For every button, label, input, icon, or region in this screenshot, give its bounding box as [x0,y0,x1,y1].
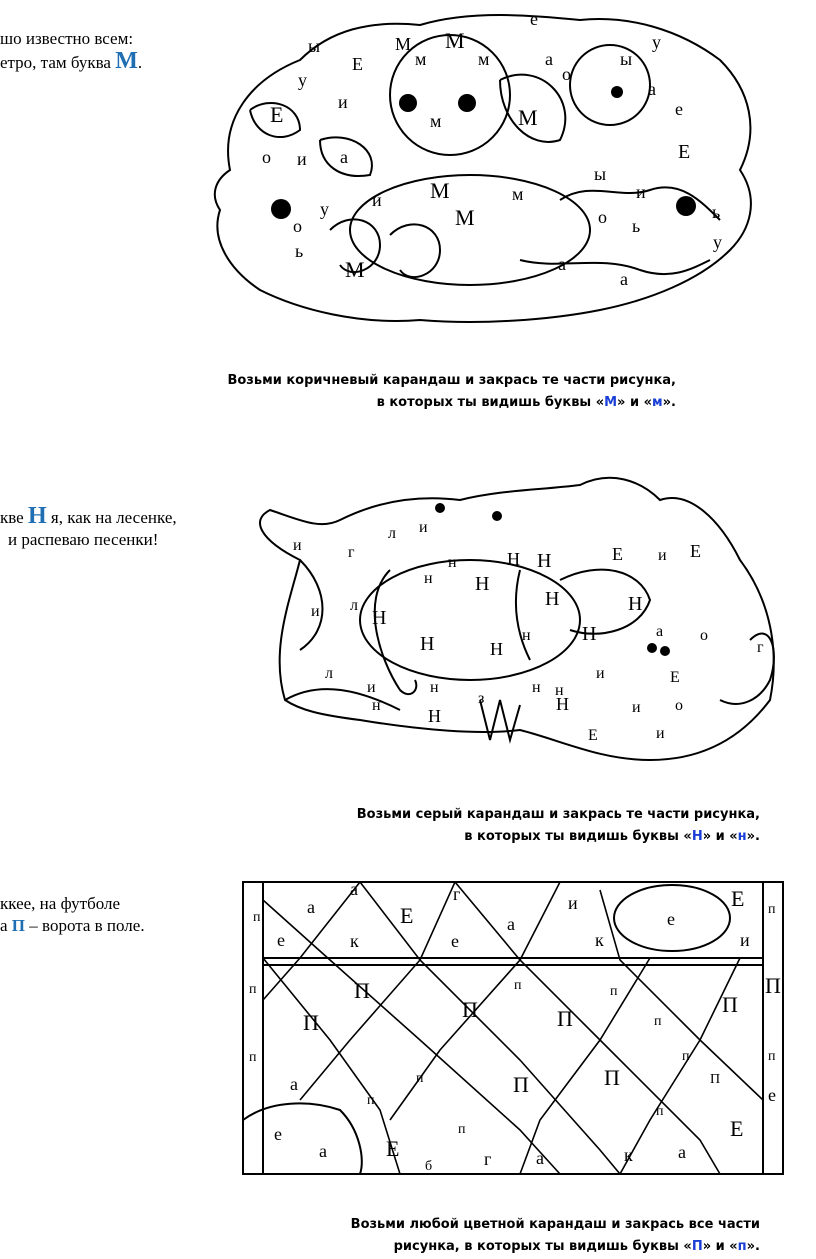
pic3-letter: п [610,984,618,999]
pic1-letter: М [445,28,465,53]
pic2-letter: Н [556,694,569,714]
pic3-letter: п [768,902,776,917]
pic3-lines-3 [360,882,620,1174]
pic2-letter: о [700,627,708,644]
pic1-letter: ы [594,164,607,184]
pic2-letter: Е [670,669,680,686]
pic1-letter: и [338,92,348,112]
pic1-letter: ы [620,49,633,69]
pic2-letter: л [350,597,358,614]
pic2-letter: л [325,665,333,682]
pic3-letter: а [678,1142,686,1162]
pic3-letter: П [513,1072,529,1097]
pic3-letter: п [253,910,261,925]
pic3-letter: п [654,1014,662,1029]
pic3-letters [249,879,781,1174]
pic2-letter: з [478,690,485,707]
pic3-lines-4 [300,882,455,1100]
pic2-letter: а [656,623,664,640]
pic3-letter: г [484,1149,492,1169]
pic2-letter: и [419,519,428,536]
poem-3-line-1: ккее, на футболе [0,894,121,913]
pic3-letter: и [568,893,578,913]
pic1-letter: ь [295,241,304,261]
pic1-letter: е [675,99,683,119]
pic3-letter: П [765,973,781,998]
pic3-letter: П [303,1010,319,1035]
pic3-letter: Е [731,886,745,911]
pic3-letter: п [656,1104,664,1119]
pic1-letter: М [395,34,412,54]
pic2-letter: о [675,697,683,714]
pic3-letter: к [350,931,359,951]
pic1-letter: а [340,147,348,167]
pic3-letter: б [425,1159,433,1174]
pic3-letter: п [682,1049,690,1064]
instruction-1-line-2: в которых ты видишь буквы «М» и «м». [376,395,676,410]
pic1-letter: и [372,190,382,210]
pic3-letter: П [604,1065,620,1090]
pic2-letter: н [448,554,457,571]
pic1-letter: и [297,149,307,169]
pic1-letter: М [455,205,475,230]
pic3-letter: г [453,884,461,904]
pic2-letter: н [424,570,433,587]
pic1-letter: а [558,254,566,274]
pic1-letter: М [345,257,365,282]
pic2-letter: Н [582,623,597,645]
pic2-letter: Н [545,588,560,610]
pic3-letter: П [557,1006,573,1031]
pic1-letter: м [478,49,490,69]
pic1-letter: м [415,49,427,69]
pic3-lines-8 [520,958,650,1174]
pic1-letter: Е [270,102,284,127]
pic2-letter: н [522,627,531,644]
pic2-letter: г [348,544,355,561]
pic2-letter: Н [428,706,441,726]
pic3-letter: а [507,914,515,934]
pic1-letter: у [320,199,329,219]
pic2-letter: и [632,699,641,716]
highlight-letter-m: М [115,48,138,74]
pic3-letter: П [354,978,370,1003]
pic1-letter: у [713,232,722,252]
pic2-letter: н [532,679,541,696]
pic3-letter: П [722,992,738,1017]
pic3-letter: а [536,1148,544,1168]
poem-1-line-2: етро, там буква М. [0,48,143,74]
pic3-letter: п [249,982,257,997]
pic3-lines-10 [263,958,400,1174]
pic2-letter: Е [612,544,623,564]
pic1-letter: у [298,70,307,90]
pic2-letter: Н [372,607,387,629]
pic2-letter: н [430,679,439,696]
pic3-letter: а [307,897,315,917]
pic1-letter: м [512,184,524,204]
pic3-lines-5 [455,882,720,1174]
pic1-letter: ь [632,216,641,236]
pic1-letter: М [518,105,538,130]
highlight-letter-n: Н [27,503,47,529]
pic2-letter: и [596,665,605,682]
instruction-3 [351,1214,760,1258]
pic2-letter: Н [475,573,490,595]
pic2-letter: л [388,525,396,542]
pic1-letter: м [430,111,442,131]
pic3-letter: п [458,1122,466,1137]
pic3-letter: Е [730,1116,744,1141]
pic1-letter: о [562,64,571,84]
pic3-letter: П [710,1072,721,1087]
pic2-letter: Н [420,633,435,655]
pic3-letter: к [595,930,604,950]
pic1-letter: а [648,79,656,99]
pic3-letter: а [290,1074,298,1094]
pic1-letter: о [262,147,271,167]
pic1-letter: у [652,32,661,52]
pic2-letter: Н [537,550,552,572]
pic2-letter: и [658,547,667,564]
pic3-letter: Е [386,1136,400,1161]
instruction-2-line-2: в которых ты видишь буквы «Н» и «н». [464,829,760,844]
pic2-letter: и [293,537,302,554]
instruction-3-line-2: рисунка, в которых ты видишь буквы «П» и «п». [393,1239,760,1254]
pic3-letter: П [462,997,478,1022]
pic3-letter: е [667,909,675,929]
instruction-1-line-1: Возьми коричневый карандаш и закрась те части рисунка, [227,373,676,388]
poem-2-line-2: и распеваю песенки! [8,530,159,549]
pic2-letter: Н [490,639,503,659]
pic2-letter: и [311,603,320,620]
pic1-letter: о [598,207,607,227]
pic1-letter: ь [712,202,721,222]
pic2-letter: и [367,679,376,696]
pic2-letter: г [757,639,764,656]
pic1-letter: и [636,182,646,202]
pic3-letter: е [274,1124,282,1144]
pic1-letter: е [530,9,538,29]
pic2-letter: Е [690,541,701,561]
pic2-letter: Н [628,593,643,615]
pic3-letter: к [624,1145,633,1165]
highlight-letter-p: П [11,916,26,935]
pic3-letter: а [350,879,358,899]
pic3-letter: е [451,931,459,951]
pic3-ground-arc [243,1103,362,1174]
pic3-letter: и [740,930,750,950]
pic1-letter: Е [678,141,691,163]
poem-3-line-2: а П – ворота в поле. [0,916,145,935]
poem-2-line-1: кве Н я, как на лесенке, [0,503,177,529]
pic1-letter: а [620,269,628,289]
pic3-lines-1 [263,900,560,1174]
pic1-letter: М [430,178,450,203]
pic3-letter: п [416,1071,424,1086]
pic2-letter: Е [588,727,598,744]
pic3-letter: е [768,1085,776,1105]
pic1-letter: Е [352,54,363,74]
pic3-letter: е [277,930,285,950]
pic3-letter: п [249,1050,257,1065]
pic3-letter: Е [400,903,414,928]
poem-1-line-1: шо известно всем: [0,29,134,48]
pic1-letter: ы [308,36,321,56]
instruction-3-line-1: Возьми любой цветной карандаш и закрась все части [350,1217,760,1232]
pic2-letter: н [372,697,381,714]
pic2-letter: Н [507,549,520,569]
pic3-letter: п [768,1049,776,1064]
instruction-2-line-1: Возьми серый карандаш и закрась те части рисунка, [356,807,760,822]
pic1-letter: о [293,216,302,236]
pic1-letter: а [545,49,553,69]
pic3-letter: п [367,1093,375,1108]
pic3-letter: п [514,978,522,993]
pic2-letter: н [555,682,564,699]
pic2-letter: и [656,725,665,742]
pic3-letter: а [319,1141,327,1161]
